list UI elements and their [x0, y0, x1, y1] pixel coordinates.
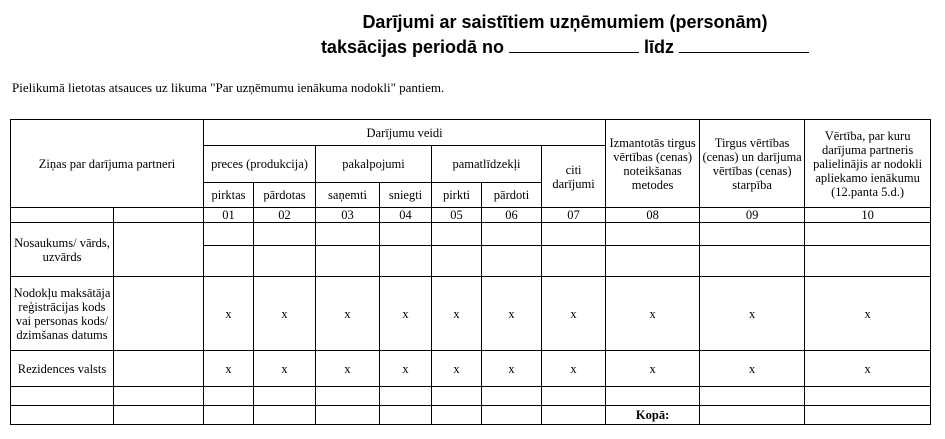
- input-cell[interactable]: [11, 387, 114, 406]
- transaction-types-header: Darījumu veidi: [204, 120, 606, 146]
- input-cell[interactable]: [482, 406, 542, 425]
- x-mark: x: [254, 351, 316, 387]
- x-mark: x: [542, 277, 606, 351]
- col-number: 10: [805, 208, 931, 223]
- x-mark: x: [254, 277, 316, 351]
- x-mark: x: [805, 351, 931, 387]
- input-cell[interactable]: [204, 387, 254, 406]
- input-cell[interactable]: [11, 406, 114, 425]
- col-number: 06: [482, 208, 542, 223]
- sub-provided: sniegti: [380, 183, 432, 208]
- row-label-residence: Rezidences valsts: [11, 351, 114, 387]
- input-cell[interactable]: [432, 223, 482, 246]
- input-cell[interactable]: [432, 406, 482, 425]
- sub-bought2: pirkti: [432, 183, 482, 208]
- x-mark: x: [482, 277, 542, 351]
- row-label-name: Nosaukums/ vārds, uzvārds: [11, 223, 114, 277]
- input-cell[interactable]: [432, 387, 482, 406]
- other-header: citi darījumi: [542, 146, 606, 208]
- x-mark: x: [482, 351, 542, 387]
- sub-received: saņemti: [316, 183, 380, 208]
- col-number: 02: [254, 208, 316, 223]
- col-number: 05: [432, 208, 482, 223]
- input-cell[interactable]: [380, 387, 432, 406]
- x-mark: x: [316, 351, 380, 387]
- sub-sold: pārdotas: [254, 183, 316, 208]
- input-cell[interactable]: [606, 223, 700, 246]
- input-cell[interactable]: [254, 406, 316, 425]
- transactions-table: [10, 119, 931, 425]
- input-cell[interactable]: [482, 223, 542, 246]
- col10-header: Vērtība, par kuru darījuma partneris palielinājis ar nodokli apliekamo ienākumu (12.panta 5.d.): [805, 120, 931, 208]
- input-cell[interactable]: [542, 406, 606, 425]
- input-cell[interactable]: [316, 387, 380, 406]
- input-cell[interactable]: [114, 387, 204, 406]
- input-cell[interactable]: [700, 246, 805, 277]
- x-mark: x: [380, 277, 432, 351]
- input-cell[interactable]: [204, 246, 254, 277]
- input-cell[interactable]: [254, 246, 316, 277]
- input-cell[interactable]: [316, 246, 380, 277]
- x-mark: x: [542, 351, 606, 387]
- input-cell[interactable]: [316, 406, 380, 425]
- input-cell[interactable]: [542, 387, 606, 406]
- x-mark: x: [204, 277, 254, 351]
- x-mark: x: [805, 277, 931, 351]
- x-mark: x: [700, 351, 805, 387]
- x-mark: x: [606, 351, 700, 387]
- input-cell[interactable]: [482, 246, 542, 277]
- input-cell[interactable]: [380, 223, 432, 246]
- input-cell[interactable]: [606, 246, 700, 277]
- col-number: 03: [316, 208, 380, 223]
- period-prefix: taksācijas periodā no: [320, 37, 505, 57]
- input-cell[interactable]: [432, 246, 482, 277]
- x-mark: x: [316, 277, 380, 351]
- x-mark: x: [380, 351, 432, 387]
- intro-text: Pielikumā lietotas atsauces uz likuma "Par uzņēmumu ienākuma nodokli" pantiem.: [12, 80, 445, 95]
- input-cell[interactable]: [805, 246, 931, 277]
- input-cell[interactable]: [700, 387, 805, 406]
- number-blank-2: [114, 208, 204, 223]
- period-from-blank[interactable]: [509, 34, 639, 53]
- input-cell[interactable]: [805, 223, 931, 246]
- col-number: 07: [542, 208, 606, 223]
- col-number: 09: [700, 208, 805, 223]
- input-cell[interactable]: [316, 223, 380, 246]
- input-cell[interactable]: [606, 387, 700, 406]
- sub-bought: pirktas: [204, 183, 254, 208]
- partner-info-header: Ziņas par darījuma partneri: [11, 120, 204, 208]
- document-title: Darījumi ar saistītiem uzņēmumiem (personām): [362, 12, 768, 32]
- col-number: 08: [606, 208, 700, 223]
- input-cell[interactable]: [700, 223, 805, 246]
- col-number: 04: [380, 208, 432, 223]
- tax-code-input-cell[interactable]: [114, 277, 204, 351]
- col-number: 01: [204, 208, 254, 223]
- input-cell[interactable]: [482, 387, 542, 406]
- input-cell[interactable]: [805, 387, 931, 406]
- input-cell[interactable]: [542, 246, 606, 277]
- residence-input-cell[interactable]: [114, 351, 204, 387]
- input-cell[interactable]: [114, 406, 204, 425]
- x-mark: x: [432, 351, 482, 387]
- document-subtitle: [180, 34, 945, 58]
- total-col09-cell[interactable]: [700, 406, 805, 425]
- services-header: pakalpojumi: [316, 146, 432, 183]
- fixed-assets-header: pamatlīdzekļi: [432, 146, 542, 183]
- input-cell[interactable]: [204, 406, 254, 425]
- col09-header: Tirgus vērtības (cenas) un darījuma vērtības (cenas) starpība: [700, 120, 805, 208]
- col08-header: Izmantotās tirgus vērtības (cenas) noteikšanas metodes: [606, 120, 700, 208]
- period-middle: līdz: [644, 37, 675, 57]
- x-mark: x: [700, 277, 805, 351]
- number-blank-1: [11, 208, 114, 223]
- name-input-cell[interactable]: [114, 223, 204, 277]
- input-cell[interactable]: [542, 223, 606, 246]
- total-label: Kopā:: [606, 406, 700, 425]
- input-cell[interactable]: [204, 223, 254, 246]
- sub-sold2: pārdoti: [482, 183, 542, 208]
- input-cell[interactable]: [254, 223, 316, 246]
- total-col10-cell[interactable]: [805, 406, 931, 425]
- x-mark: x: [432, 277, 482, 351]
- x-mark: x: [606, 277, 700, 351]
- input-cell[interactable]: [380, 246, 432, 277]
- row-label-tax-code: Nodokļu maksātāja reģistrācijas kods vai personas kods/ dzimšanas datums: [11, 277, 114, 351]
- input-cell[interactable]: [380, 406, 432, 425]
- period-to-blank[interactable]: [679, 34, 809, 53]
- x-mark: x: [204, 351, 254, 387]
- goods-header: preces (produkcija): [204, 146, 316, 183]
- input-cell[interactable]: [254, 387, 316, 406]
